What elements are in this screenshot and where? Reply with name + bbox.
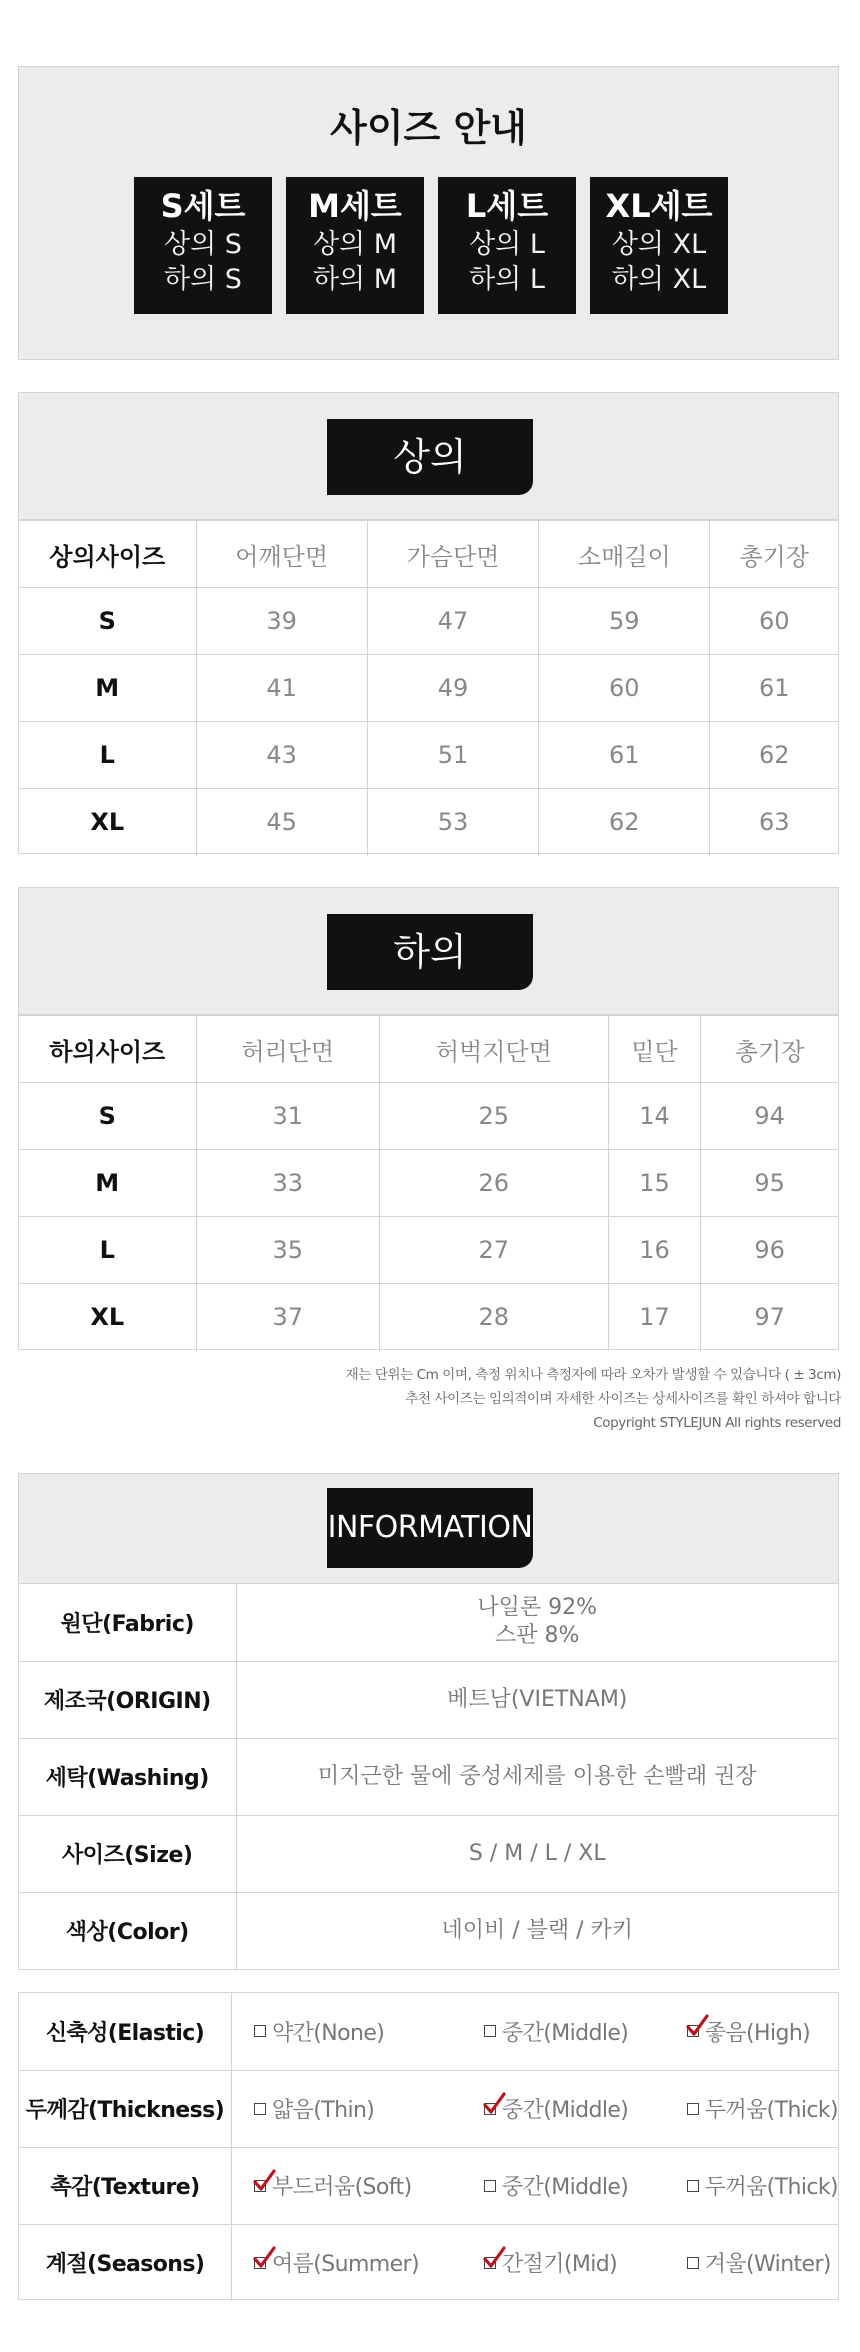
checkbox-icon [484,2180,496,2192]
set-bottom-size: 하의 M [312,264,398,295]
table-row [19,1217,838,1284]
table-cell: 96 [701,1217,838,1284]
attribute-option-wrap [687,2093,838,2124]
set-top-size: 상의 L [469,229,545,260]
set-top-size: 상의 XL [611,229,707,260]
attribute-option [665,2070,838,2147]
table-header-cell: 밑단 [608,1016,701,1083]
bottom-badge: 하의 [327,914,533,990]
checkbox-icon [687,2257,699,2269]
table-row [19,1284,838,1351]
table-row [19,789,838,856]
checkbox-icon [484,2025,496,2037]
attributes-panel [18,1992,839,2300]
attribute-option-wrap [254,2247,419,2278]
info-value [236,1584,838,1661]
bottom-size-table [19,1015,838,1351]
table-row [19,588,838,655]
info-row-color [19,1892,838,1969]
attribute-option-label: 약간(None) [271,2020,385,2046]
info-label: 사이즈(Size) [19,1815,236,1892]
attribute-option-label: 두꺼움(Thick) [704,2175,838,2200]
checkbox-icon [687,2180,699,2192]
attribute-option-wrap [254,2093,374,2124]
table-cell: L [19,722,196,789]
table-cell: 59 [539,588,710,655]
checkbox-icon [687,2103,699,2115]
set-top-size: 상의 S [164,229,242,260]
table-cell: 43 [196,722,367,789]
checkmark-icon [482,2245,508,2271]
info-value: 베트남(VIETNAM) [236,1661,838,1738]
attribute-option-label: 여름(Summer) [271,2252,419,2278]
attribute-label: 두께감(Thickness) [19,2070,231,2147]
table-cell: 63 [710,789,838,856]
table-cell: XL [19,789,196,856]
attribute-option-wrap [687,2170,838,2201]
set-name: L세트 [465,187,549,225]
checkbox-icon [254,2103,266,2115]
table-header-cell: 가슴단면 [367,521,538,588]
set-list [134,177,728,314]
copyright-text: Copyright STYLEJUN All rights reserved [593,1415,841,1431]
attribute-option [231,1993,461,2070]
table-cell: S [19,588,196,655]
table-cell: 97 [701,1284,838,1351]
attributes-table [19,1993,838,2301]
table-row [19,655,838,722]
attribute-option-wrap [254,2016,384,2047]
attribute-option [462,2147,665,2224]
table-header-cell: 총기장 [701,1016,838,1083]
information-badge: INFORMATION [327,1488,533,1568]
set-card-m [286,177,424,314]
table-cell: 53 [367,789,538,856]
attribute-row [19,2224,838,2301]
table-header-cell: 어깨단면 [196,521,367,588]
attribute-option-label: 겨울(Winter) [704,2252,831,2278]
table-cell: 94 [701,1083,838,1150]
table-row [19,1083,838,1150]
table-cell: 95 [701,1150,838,1217]
table-header-cell: 하의사이즈 [19,1016,196,1083]
info-label: 제조국(ORIGIN) [19,1661,236,1738]
attribute-option [665,2147,838,2224]
set-name: S세트 [160,187,246,225]
attribute-option-label: 간절기(Mid) [501,2252,618,2278]
size-guide-title: 사이즈 안내 [330,106,527,150]
info-row-origin [19,1661,838,1738]
set-top-size: 상의 M [312,229,398,260]
table-cell: 62 [539,789,710,856]
attribute-option-label: 중간(Middle) [501,2175,629,2200]
set-bottom-size: 하의 XL [611,264,707,295]
checkmark-icon [482,2091,508,2117]
table-cell: 62 [710,722,838,789]
table-cell: 41 [196,655,367,722]
table-row [19,1150,838,1217]
attribute-option [231,2147,461,2224]
table-cell: M [19,1150,196,1217]
info-value: 네이비 / 블랙 / 카키 [236,1892,838,1969]
info-label: 색상(Color) [19,1892,236,1969]
checkmark-icon [685,2013,711,2039]
attribute-option [665,2224,838,2301]
set-card-l [438,177,576,314]
table-cell: M [19,655,196,722]
table-cell: 60 [539,655,710,722]
info-row-washing [19,1738,838,1815]
table-cell: 60 [710,588,838,655]
set-card-xl [590,177,728,314]
attribute-option [462,2070,665,2147]
checkbox-icon [484,2257,496,2269]
attribute-label: 계절(Seasons) [19,2224,231,2301]
table-cell: 61 [539,722,710,789]
top-badge: 상의 [327,419,533,495]
attribute-row [19,2147,838,2224]
table-cell: 61 [710,655,838,722]
table-cell: 39 [196,588,367,655]
note-line: 재는 단위는 Cm 이며, 측정 위치나 측정자에 따라 오차가 발생할 수 있습니다 ( ± 3cm) [345,1367,841,1383]
table-cell: 51 [367,722,538,789]
attribute-option-wrap [484,2247,617,2278]
info-row-size [19,1815,838,1892]
attribute-row [19,1993,838,2070]
size-guide-panel [18,66,839,360]
bottom-size-header-band [19,888,838,1015]
attribute-option-label: 부드러움(Soft) [271,2175,412,2200]
attribute-option [231,2070,461,2147]
checkmark-icon [252,2168,278,2194]
attribute-option-wrap [254,2170,412,2201]
table-cell: 47 [367,588,538,655]
table-cell: 35 [196,1217,379,1284]
set-name: XL세트 [605,187,713,225]
attribute-label: 촉감(Texture) [19,2147,231,2224]
information-panel [18,1473,839,1970]
checkbox-icon [484,2103,496,2115]
set-bottom-size: 하의 S [164,264,242,295]
attribute-option-wrap [484,2093,628,2124]
table-cell: 28 [379,1284,608,1351]
information-header-band [19,1474,838,1584]
set-bottom-size: 하의 L [469,264,545,295]
attribute-option [462,1993,665,2070]
table-header-row [19,1016,838,1083]
table-cell: 16 [608,1217,701,1284]
table-header-cell: 총기장 [710,521,838,588]
table-header-row [19,521,838,588]
set-name: M세트 [308,187,402,225]
set-card-s [134,177,272,314]
attribute-option-label: 중간(Middle) [501,2098,629,2123]
table-cell: L [19,1217,196,1284]
table-cell: 26 [379,1150,608,1217]
table-header-cell: 상의사이즈 [19,521,196,588]
table-header-cell: 허리단면 [196,1016,379,1083]
table-cell: S [19,1083,196,1150]
note-line: 추천 사이즈는 임의적이며 자세한 사이즈는 상세사이즈를 확인 하셔야 합니다 [405,1391,841,1407]
table-row [19,722,838,789]
table-cell: 37 [196,1284,379,1351]
attribute-option-label: 중간(Middle) [501,2020,629,2046]
attribute-option-label: 두꺼움(Thick) [704,2098,838,2123]
info-row-fabric [19,1584,838,1661]
top-size-panel [18,392,839,854]
table-cell: 14 [608,1083,701,1150]
attribute-label: 신축성(Elastic) [19,1993,231,2070]
checkmark-icon [252,2245,278,2271]
info-label: 원단(Fabric) [19,1584,236,1661]
table-cell: 15 [608,1150,701,1217]
attribute-option [462,2224,665,2301]
table-cell: 33 [196,1150,379,1217]
bottom-size-panel [18,887,839,1350]
attribute-option-label: 좋음(High) [704,2020,811,2046]
table-header-cell: 소매길이 [539,521,710,588]
top-size-table [19,520,838,856]
top-size-header-band [19,393,838,520]
information-table [19,1584,838,1969]
checkbox-icon [687,2025,699,2037]
measurement-notes [346,1363,841,1435]
attribute-option-wrap [687,2247,831,2278]
attribute-option-label: 얇음(Thin) [271,2098,375,2123]
attribute-option-wrap [687,2016,810,2047]
attribute-option-wrap [484,2016,628,2047]
info-value: 미지근한 물에 중성세제를 이용한 손빨래 권장 [236,1738,838,1815]
attribute-option-wrap [484,2170,628,2201]
table-cell: 27 [379,1217,608,1284]
info-value: S / M / L / XL [236,1815,838,1892]
checkbox-icon [254,2025,266,2037]
fabric-line: 나일론 92% [477,1595,598,1621]
checkbox-icon [254,2257,266,2269]
table-cell: 17 [608,1284,701,1351]
info-label: 세탁(Washing) [19,1738,236,1815]
table-cell: XL [19,1284,196,1351]
table-cell: 45 [196,789,367,856]
table-cell: 25 [379,1083,608,1150]
table-header-cell: 허벅지단면 [379,1016,608,1083]
checkbox-icon [254,2180,266,2192]
attribute-option [665,1993,838,2070]
fabric-line: 스판 8% [495,1623,580,1649]
attribute-option [231,2224,461,2301]
table-cell: 49 [367,655,538,722]
attribute-row [19,2070,838,2147]
table-cell: 31 [196,1083,379,1150]
